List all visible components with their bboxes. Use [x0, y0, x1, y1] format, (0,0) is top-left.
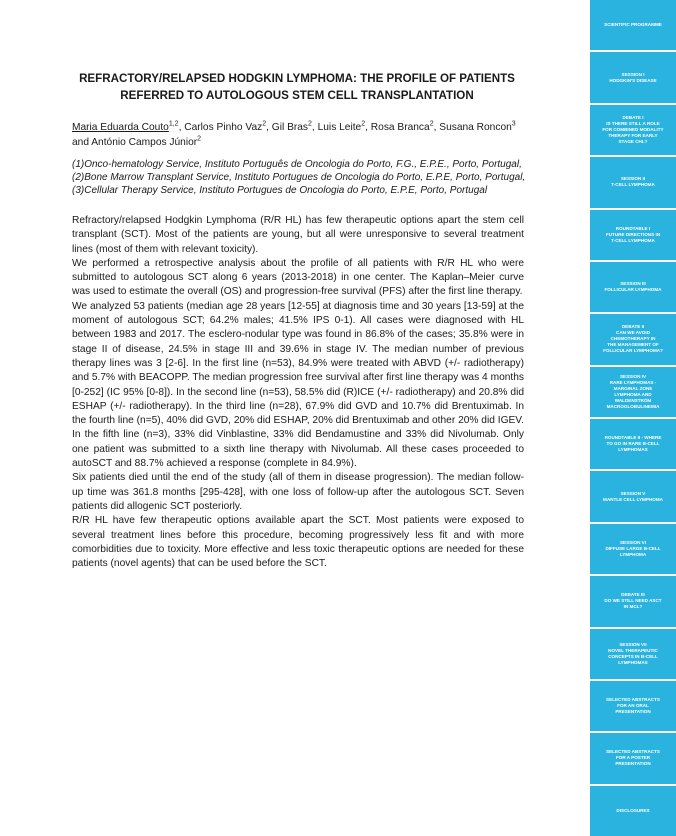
- sidebar-nav-item[interactable]: [590, 0, 676, 50]
- sidebar-nav-item[interactable]: [590, 105, 676, 155]
- sidebar-nav-label: ROUNDTABLE II - WHERE TO GO IN RARE B-CELL LYMPHOMAS: [604, 435, 662, 453]
- sidebar-nav-label: SESSION VI DIFFUSE LARGE B-CELL LYMPHOMA: [605, 539, 661, 557]
- abstract-paragraph: We analyzed 53 patients (median age 28 years [12-55] at diagnosis time and 30 years [13-59] at the moment of autologous SCT; 64.2% males; 41.5% IPS 0-1). All cases were diagnosed with HL between 1983 and 2017. The esclero-nodular type was found in 86.8% of the cases; 35.8% were in stage II of disease, 24.5% in stage III and 39.6% in stage IV. The median number of previous therapy lines was 3 [2-6]. In the first line (n=53), 84.9% were treated with ABVD (+/- radiotherapy) and 5.7% with BEACOPP. The median progression free survival after first line therapy was 4 months [0-252] (IC 95% [0-8]). In the second line (n=53), 58.5% did (R)ICE (+/- radiotherapy) and 20.8% did ESHAP (+/- radiotherapy). In the third line (n=28), 67.9% did GVD and 10.7% did Brentuximab. In the fourth line (n=5), 40% did GVD, 20% did ESHAP, 20% did Brentuximab and other 20% did IGEV. In the fifth line (n=3), 33% did Vinblastine, 33% did Bendamustine and 33% did Nivolumab. Only one patient was submitted to a sixth line therapy with Nivolumab. All these cases proceeded to autoSCT and 88.7% achieved a response (complete in 84.9%).: [72, 300, 524, 470]
- abstract-paragraph: Refractory/relapsed Hodgkin Lymphoma (R/R HL) has few therapeutic options apart the stem cell transplant (SCT). Most of the patients are young, but all were unresponsive to several treatment lines (most of them with relevant toxicity).: [72, 215, 524, 255]
- affiliation: (2)Bone Marrow Transplant Service, Instituto Portugues de Oncologia do Porto, E.P.E, Porto, Portugal,: [72, 171, 526, 183]
- author-affiliation-mark: 2: [361, 120, 366, 128]
- abstract-paragraph: Six patients died until the end of the study (all of them in disease progression). The median follow-up time was 361.8 months [295-428], with one loss of follow-up after the autologous SCT. Seven patients did allogenic SCT posteriorly.: [72, 472, 524, 512]
- sidebar-nav-item[interactable]: [590, 157, 676, 207]
- author-name: Carlos Pinho Vaz: [184, 122, 263, 133]
- sidebar-nav-item[interactable]: [590, 419, 676, 469]
- affiliation: (1)Onco-hematology Service, Instituto Português de Oncologia do Porto, F.G., E.P.E., Porto, Portugal,: [72, 159, 522, 170]
- sidebar-nav-item[interactable]: [590, 367, 676, 417]
- author-separator: and: [72, 137, 92, 148]
- sidebar-nav-label: DEBATE II CAN WE AVOID CHEMOTHERAPY IN THE MANAGEMENT OF FOLLICULAR LYMPHOMA?: [603, 324, 663, 354]
- sidebar-nav-item[interactable]: [590, 314, 676, 364]
- program-sidebar: [590, 0, 676, 836]
- author-name: Gil Bras: [271, 122, 309, 133]
- author-affiliation-mark: 2: [429, 120, 434, 128]
- author-separator: ,: [266, 122, 272, 133]
- abstract-paragraph: R/R HL have few therapeutic options available apart the SCT. Most patients were exposed to several treatment lines before this procedure, becoming progressively less fit and with more comorbidities due to toxicity. More effective and less toxic therapeutic options are needed for these patients (novel agents) that can be used before the SCT.: [72, 515, 524, 570]
- abstract-body: [72, 214, 524, 571]
- title-line: REFRACTORY/RELAPSED HODGKIN LYMPHOMA: THE PROFILE OF PATIENTS: [79, 72, 515, 85]
- sidebar-nav-label: SESSION II T-CELL LYMPHOMA: [611, 176, 655, 188]
- author-separator: ,: [365, 122, 371, 133]
- sidebar-nav-label: ROUNDTABLE I FUTURE DIRECTIONS IN T-CELL LYMPHOMA: [605, 225, 661, 243]
- sidebar-nav-item[interactable]: [590, 786, 676, 836]
- paper-title: [72, 70, 522, 104]
- author-separator: ,: [178, 122, 185, 133]
- author-name: António Campos Júnior: [91, 137, 198, 148]
- title-line: REFERRED TO AUTOLOGOUS STEM CELL TRANSPLANTATION: [120, 89, 474, 102]
- sidebar-nav-label: SELECTED ABSTRACTS FOR AN ORAL PRESENTATION: [606, 697, 660, 715]
- sidebar-nav-item[interactable]: [590, 733, 676, 783]
- author-affiliation-mark: 1,2: [168, 120, 179, 128]
- sidebar-nav-item[interactable]: [590, 210, 676, 260]
- author-name: Rosa Branca: [370, 122, 430, 133]
- sidebar-nav-item[interactable]: [590, 471, 676, 521]
- sidebar-nav-label: DISCLOSURES: [616, 807, 650, 813]
- author-name: Luis Leite: [317, 122, 362, 133]
- sidebar-nav-label: DEBATE III DO WE STILL NEED ASCT IN MCL?: [604, 592, 662, 610]
- sidebar-nav-label: SESSION VII NOVEL THERAPEUTIC CONCEPTS IN B-CELL LYMPHOMAS: [608, 641, 658, 665]
- sidebar-nav-label: SCIENTIFIC PROGRAMME: [604, 22, 662, 28]
- sidebar-nav-label: SESSION I HODGKIN'S DISEASE: [609, 71, 657, 83]
- author-affiliation-mark: 2: [197, 135, 202, 143]
- sidebar-nav-label: SESSION V MANTLE CELL LYMPHOMA: [603, 490, 663, 502]
- presenting-author: Maria Eduarda Couto: [72, 122, 169, 133]
- affiliation: (3)Cellular Therapy Service, Instituto Portugues de Oncologia do Porto, E.P.E, Porto, Portugal: [72, 184, 488, 196]
- sidebar-nav-item[interactable]: [590, 52, 676, 102]
- author-affiliation-mark: 3: [511, 120, 516, 128]
- affiliation-list: [72, 159, 524, 197]
- sidebar-nav-label: SESSION III FOLLICULAR LYMPHOMA: [604, 281, 662, 293]
- sidebar-nav-label: DEBATE I IS THERE STILL A ROLE FOR COMBINED MODALITY THERAPY FOR EARLY STAGE CHL?: [602, 114, 664, 144]
- author-affiliation-mark: 2: [262, 120, 267, 128]
- sidebar-nav-item[interactable]: [590, 629, 676, 679]
- author-separator: ,: [311, 122, 318, 133]
- sidebar-nav-item[interactable]: [590, 576, 676, 626]
- sidebar-nav-item[interactable]: [590, 524, 676, 574]
- sidebar-nav-label: SELECTED ABSTRACTS FOR A POSTER PRESENTATION: [606, 749, 660, 767]
- author-list: [72, 120, 524, 150]
- abstract-paragraph: We performed a retrospective analysis about the profile of all patients with R/R HL who were submitted to autologous SCT along 6 years (2013-2018) in one center. The Kaplan–Meier curve was used to estimate the overall (OS) and progression-free survival (PFS) after the first line therapy.: [72, 257, 524, 298]
- sidebar-nav-item[interactable]: [590, 681, 676, 731]
- author-affiliation-mark: 2: [308, 120, 312, 128]
- sidebar-nav-label: SESSION IV RARE LYMPHOMAS - MARGINAL ZONE LYMPHOMA AND WALDENSTRÖM MACROGLOBULINEMIA: [606, 373, 660, 409]
- sidebar-nav-item[interactable]: [590, 262, 676, 312]
- author-name: Susana Roncon: [439, 122, 512, 133]
- author-separator: ,: [433, 122, 440, 133]
